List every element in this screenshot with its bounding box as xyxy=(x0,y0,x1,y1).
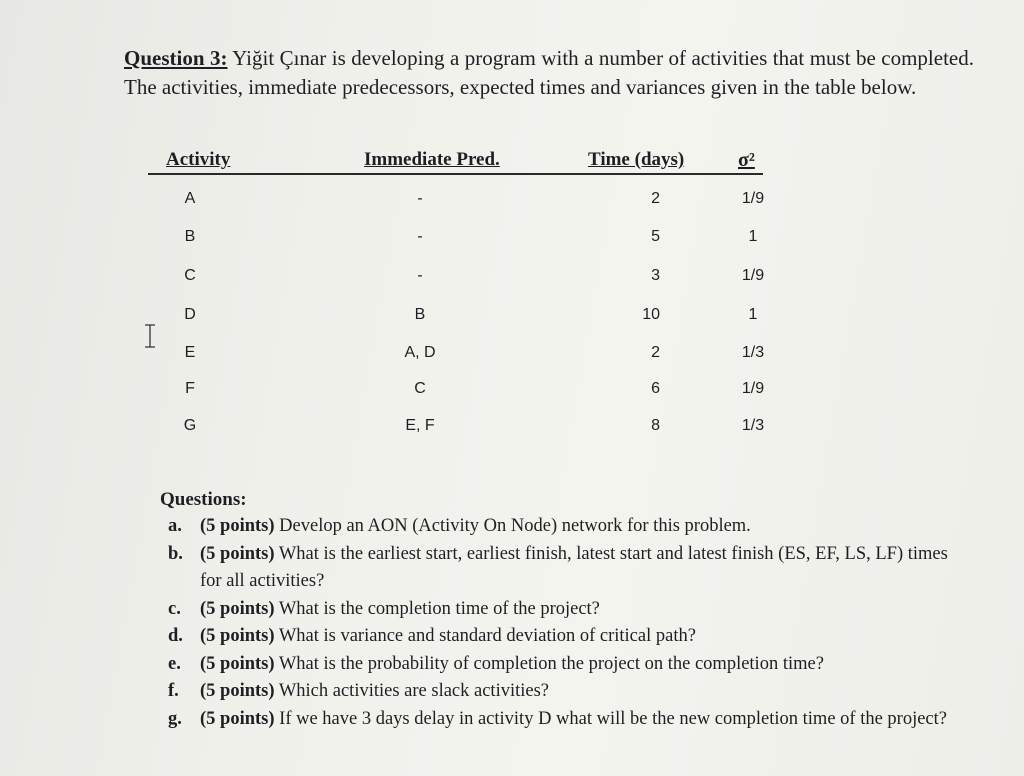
cell-variance: 1/3 xyxy=(741,417,765,434)
table-row xyxy=(0,190,1024,216)
question-label: Question 3: xyxy=(124,46,228,70)
question-item xyxy=(160,623,960,651)
question-text: What is variance and standard deviation of critical path? xyxy=(274,626,696,646)
question-item xyxy=(160,678,960,706)
cell-pred: B xyxy=(414,306,426,323)
cell-time: 2 xyxy=(651,190,660,207)
cell-pred: - xyxy=(417,228,423,245)
cell-time: 10 xyxy=(642,306,660,323)
header-immediate-pred: Immediate Pred. xyxy=(364,149,500,170)
question-letter: a. xyxy=(168,516,182,536)
cell-pred: C xyxy=(414,380,426,397)
questions-list xyxy=(160,513,960,733)
question-points: (5 points) xyxy=(200,708,275,729)
question-text: Develop an AON (Activity On Node) network for this problem. xyxy=(274,516,751,536)
question-item xyxy=(160,706,960,734)
question-text: What is the completion time of the project? xyxy=(274,598,600,619)
text-cursor-icon xyxy=(144,324,156,348)
question-letter: g. xyxy=(168,708,182,729)
header-activity: Activity xyxy=(166,149,231,170)
cell-time: 3 xyxy=(651,267,660,284)
question-letter: c. xyxy=(168,598,181,619)
cell-activity: A xyxy=(184,190,196,207)
header-rule xyxy=(148,173,763,175)
cell-activity: G xyxy=(183,417,197,434)
cell-time: 2 xyxy=(651,344,660,361)
questions-heading: Questions: xyxy=(160,489,247,510)
cell-activity: E xyxy=(184,344,196,361)
cell-activity: B xyxy=(184,228,196,245)
table-row xyxy=(0,417,1024,443)
question-text: Which activities are slack activities? xyxy=(274,681,550,701)
question-points: (5 points) xyxy=(200,516,275,536)
cell-variance: 1/9 xyxy=(741,267,765,284)
cell-activity: D xyxy=(184,306,196,323)
question-item xyxy=(160,513,960,541)
question-intro-text: Yiğit Çınar is developing a program with a number of activities that must be completed. The activities, immediate predecessors, expected times and variances given in the table below. xyxy=(124,46,974,99)
cell-time: 8 xyxy=(651,417,660,434)
table-header xyxy=(148,149,768,175)
cell-activity: F xyxy=(185,380,195,397)
question-text: What is the probability of completion the project on the completion time? xyxy=(274,653,824,674)
question-points: (5 points) xyxy=(200,598,275,619)
cell-pred: - xyxy=(417,267,423,284)
cell-pred: E, F xyxy=(405,417,435,434)
questions-section xyxy=(160,487,960,733)
question-letter: d. xyxy=(168,626,183,646)
cell-pred: A, D xyxy=(404,344,436,361)
cell-variance: 1/9 xyxy=(741,190,765,207)
question-text: If we have 3 days delay in activity D what will be the new completion time of the project? xyxy=(274,708,947,729)
question-letter: e. xyxy=(168,653,181,674)
table-row xyxy=(0,380,1024,406)
question-item xyxy=(160,651,960,679)
question-points: (5 points) xyxy=(200,626,275,646)
cell-variance: 1 xyxy=(748,306,758,323)
cell-activity: C xyxy=(184,267,196,284)
question-points: (5 points) xyxy=(200,681,275,701)
question-intro xyxy=(124,44,974,102)
cell-variance: 1 xyxy=(748,228,758,245)
cell-pred: - xyxy=(417,190,423,207)
header-time: Time (days) xyxy=(588,149,685,170)
cell-variance: 1/3 xyxy=(741,344,765,361)
question-points: (5 points) xyxy=(200,653,275,674)
question-letter: b. xyxy=(168,543,183,564)
question-text: What is the earliest start, earliest finish, latest start and latest finish (ES, EF, LS, LF) times for all activities? xyxy=(200,543,948,591)
cell-variance: 1/9 xyxy=(741,380,765,397)
cell-time: 5 xyxy=(651,228,660,245)
header-variance: σ² xyxy=(738,149,755,171)
question-item xyxy=(160,541,960,596)
table-row xyxy=(0,228,1024,254)
question-points: (5 points) xyxy=(200,543,275,564)
table-row xyxy=(0,267,1024,293)
cell-time: 6 xyxy=(651,380,660,397)
question-item xyxy=(160,596,960,624)
question-letter: f. xyxy=(168,681,179,701)
